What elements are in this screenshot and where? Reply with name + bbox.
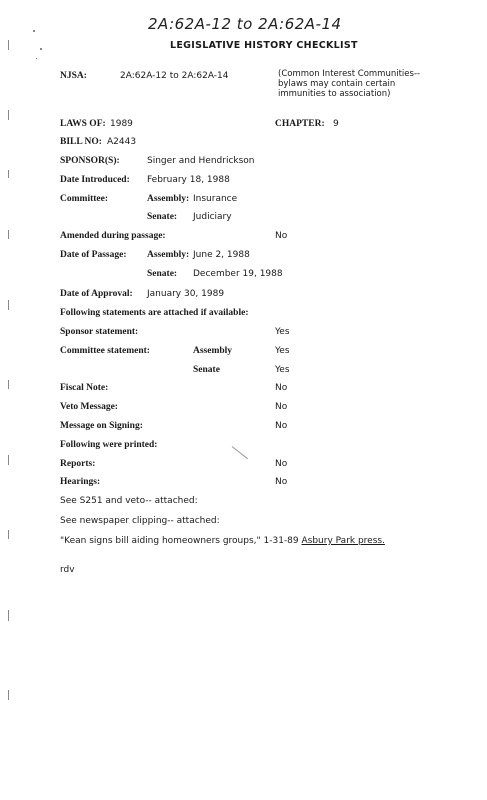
hearings-value: No (275, 477, 288, 487)
njsa-note: (Common Interest Communities-- bylaws may contain certain immunities to association) (278, 69, 421, 99)
njsa-label: NJSA: (60, 71, 87, 81)
committee-senate-label: Senate: (147, 212, 178, 222)
clipping-citation (60, 537, 385, 546)
bill-no-value: A2443 (107, 137, 137, 147)
scan-mark (8, 380, 9, 389)
veto-message-value: No (275, 402, 288, 412)
passage-assembly-label: Assembly: (147, 250, 190, 260)
committee-statement-senate-value: Yes (275, 365, 290, 375)
date-of-approval-label: Date of Approval: (60, 289, 133, 299)
scan-mark (8, 300, 9, 310)
passage-assembly-value: June 2, 1988 (193, 250, 250, 260)
committee-senate-value: Judiciary (193, 212, 232, 222)
page-title: LEGISLATIVE HISTORY CHECKLIST (170, 40, 358, 51)
committee-statement-assembly-label: Assembly (193, 346, 233, 356)
see-clipping-note: See newspaper clipping-- attached: (60, 516, 220, 526)
chapter-value: 9 (333, 119, 339, 129)
stray-pen-stroke (232, 446, 248, 459)
fiscal-note-label: Fiscal Note: (60, 383, 109, 393)
initials: rdv (60, 565, 75, 575)
scan-mark (8, 110, 9, 120)
clipping-source: Asbury Park press. (301, 536, 385, 546)
scan-dot (33, 30, 35, 32)
committee-statement-assembly-value: Yes (275, 346, 290, 356)
date-of-approval-value: January 30, 1989 (147, 289, 225, 299)
scan-dot (36, 58, 37, 59)
date-introduced-value: February 18, 1988 (147, 175, 230, 185)
scan-mark (8, 455, 9, 465)
following-printed-heading: Following were printed: (60, 440, 158, 450)
veto-message-label: Veto Message: (60, 402, 118, 412)
sponsors-value: Singer and Hendrickson (147, 156, 255, 166)
passage-senate-value: December 19, 1988 (193, 269, 283, 279)
scan-mark (8, 40, 9, 50)
laws-of-value: 1989 (110, 119, 133, 129)
committee-statement-senate-label: Senate (193, 365, 220, 375)
message-on-signing-value: No (275, 421, 288, 431)
passage-senate-label: Senate: (147, 269, 178, 279)
scan-mark (8, 690, 9, 700)
fiscal-note-value: No (275, 383, 288, 393)
handwritten-header: 2A:62A-12 to 2A:62A-14 (148, 15, 342, 33)
sponsor-statement-value: Yes (275, 327, 290, 337)
amended-label: Amended during passage: (60, 231, 166, 241)
clipping-headline: "Kean signs bill aiding homeowners groups," 1-31-89 (60, 536, 302, 546)
reports-label: Reports: (60, 459, 96, 469)
amended-value: No (275, 231, 288, 241)
scan-mark (8, 230, 9, 239)
bill-no-label: BILL NO: (60, 137, 102, 147)
committee-assembly-value: Insurance (193, 194, 238, 204)
reports-value: No (275, 459, 288, 469)
scan-mark (8, 530, 9, 539)
scan-mark (8, 610, 9, 621)
sponsor-statement-label: Sponsor statement: (60, 327, 139, 337)
see-s251-note: See S251 and veto-- attached: (60, 496, 198, 506)
committee-label: Committee: (60, 194, 109, 204)
laws-of-label: LAWS OF: (60, 119, 106, 129)
njsa-value: 2A:62A-12 to 2A:62A-14 (120, 71, 229, 81)
committee-assembly-label: Assembly: (147, 194, 190, 204)
following-attached-heading: Following statements are attached if available: (60, 308, 249, 318)
scan-dot (40, 48, 42, 50)
date-of-passage-label: Date of Passage: (60, 250, 127, 260)
date-introduced-label: Date Introduced: (60, 175, 130, 185)
hearings-label: Hearings: (60, 477, 101, 487)
committee-statement-label: Committee statement: (60, 346, 150, 356)
scan-mark (8, 170, 9, 178)
message-on-signing-label: Message on Signing: (60, 421, 143, 431)
chapter-label: CHAPTER: (275, 119, 325, 129)
sponsors-label: SPONSOR(S): (60, 156, 120, 166)
